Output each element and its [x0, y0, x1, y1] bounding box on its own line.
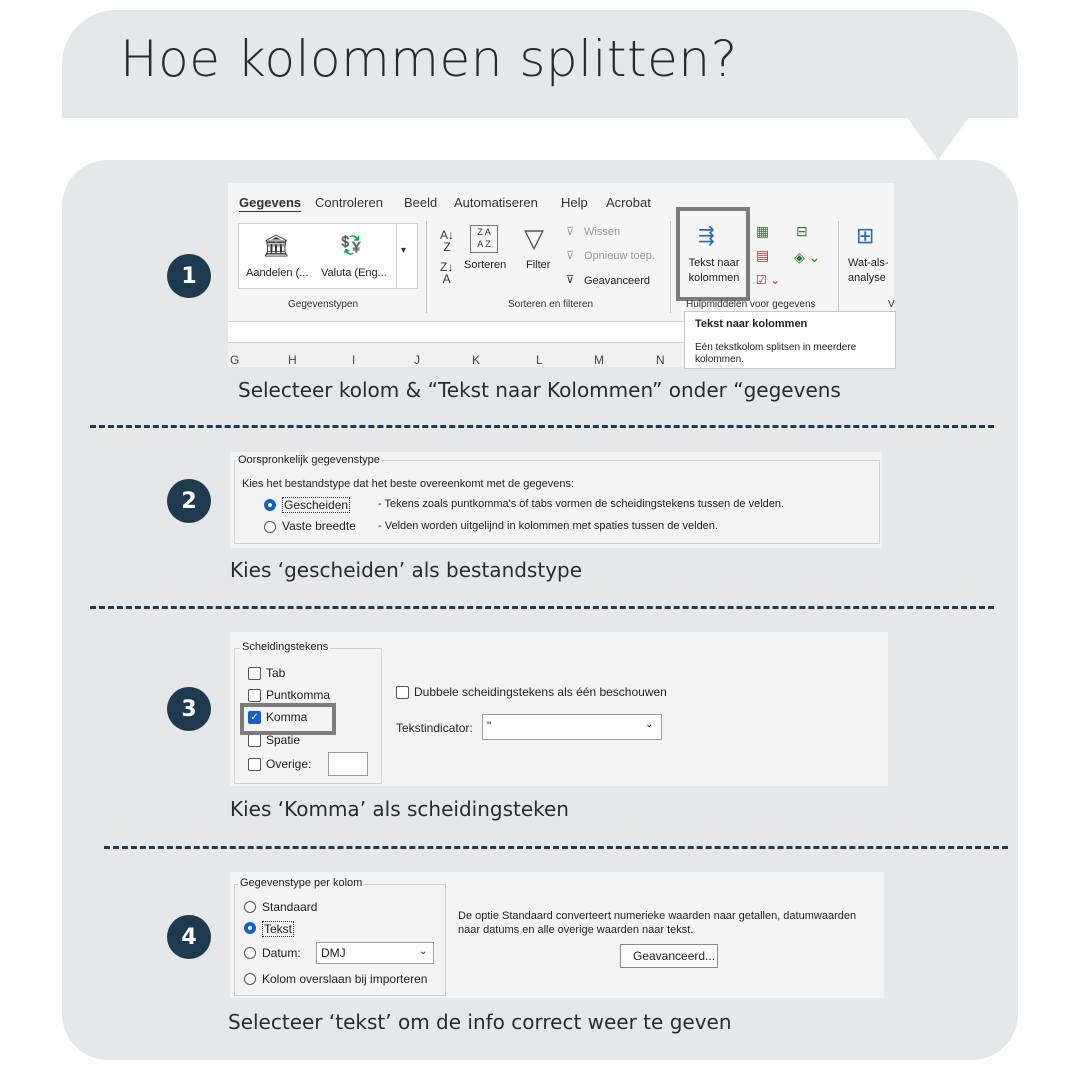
geavanceerd-button[interactable] [620, 944, 718, 968]
group-separator [670, 221, 671, 313]
column-header-k[interactable]: K [472, 353, 481, 367]
chevron-down-icon: ⌄ [419, 946, 428, 957]
radio-gescheiden[interactable] [264, 499, 276, 511]
group-title: Oorspronkelijk gegevenstype [238, 454, 380, 466]
divider [90, 606, 994, 609]
data-validation-icon[interactable]: ☑ ⌄ [756, 273, 781, 287]
tab-help[interactable]: Help [561, 195, 588, 210]
checkbox-overige[interactable] [248, 758, 261, 771]
group-gegevenstypen: Gegevenstypen [288, 299, 359, 310]
tekst-naar-label-2[interactable]: kolommen [688, 272, 740, 284]
chevron-down-icon: ▾ [401, 245, 407, 256]
tekst-naar-label-1[interactable]: Tekst naar [688, 257, 740, 269]
tab-acrobat[interactable]: Acrobat [606, 195, 651, 210]
column-header-l[interactable]: L [536, 353, 543, 367]
geavanceerd-label: Geavanceerd... [633, 949, 716, 963]
tekst-naar-kolommen-highlight [676, 207, 750, 301]
title-bubble-tail [906, 116, 970, 160]
checkbox-komma[interactable]: ✓ [248, 711, 261, 724]
tekstindicator-value: " [487, 719, 492, 733]
wissen-button[interactable]: Wissen [584, 226, 621, 238]
column-header-h[interactable]: H [288, 353, 297, 367]
checkbox-puntkomma[interactable] [248, 689, 261, 702]
overige-input[interactable] [328, 752, 368, 776]
vaste-breedte-label[interactable]: Vaste breedte [282, 519, 356, 533]
tooltip [684, 311, 896, 369]
prompt-text: Kies het bestandstype dat het beste overeenkomt met de gegevens: [242, 478, 575, 490]
sorteren-button[interactable]: Sorteren [464, 259, 507, 271]
tekstindicator-select[interactable] [482, 714, 662, 740]
remove-duplicates-icon[interactable]: ▤ [756, 247, 770, 263]
radio-datum[interactable] [244, 947, 256, 959]
advanced-filter-icon: ⊽ [566, 274, 575, 286]
bank-icon: 🏛 [262, 233, 290, 258]
group-v: V [888, 299, 895, 310]
tekstindicator-label: Tekstindicator: [396, 721, 473, 735]
radio-vaste-breedte[interactable] [264, 521, 276, 533]
tab-automatiseren[interactable]: Automatiseren [454, 195, 538, 210]
currency-icon: 💱 [340, 235, 363, 255]
sort-dialog-icon: Z A A Z [470, 225, 498, 253]
tekst-label[interactable]: Tekst [264, 922, 293, 936]
tab-beeld[interactable]: Beeld [404, 195, 438, 210]
step-2-caption: Kies ‘gescheiden’ als bestandstype [230, 558, 583, 582]
relationships-icon[interactable]: ◈ ⌄ [794, 249, 821, 265]
datum-select[interactable] [316, 942, 434, 964]
checkbox-tab[interactable] [248, 667, 261, 680]
divider [90, 425, 994, 428]
column-header-n[interactable]: N [656, 353, 665, 367]
reapply-icon: ⊽ [566, 250, 575, 262]
datum-label[interactable]: Datum: [262, 946, 301, 960]
step-2-badge: 2 [167, 479, 211, 523]
spatie-label[interactable]: Spatie [266, 733, 301, 747]
wat-als-label-1[interactable]: Wat-als- [848, 257, 889, 269]
overige-label[interactable]: Overige: [266, 757, 312, 771]
radio-tekst[interactable] [244, 922, 256, 934]
dubbele-label[interactable]: Dubbele scheidingstekens als één beschouwen [414, 685, 667, 699]
tab-controleren[interactable]: Controleren [315, 195, 383, 210]
geavanceerd-button[interactable]: Geavanceerd [584, 275, 651, 287]
group-separator [426, 221, 427, 313]
group-title: Gegevenstype per kolom [240, 877, 363, 889]
valuta-button[interactable]: Valuta (Eng... [321, 267, 387, 279]
komma-highlight [240, 703, 336, 735]
gallery-expand[interactable] [396, 223, 418, 289]
aandelen-button[interactable]: Aandelen (... [246, 267, 309, 279]
radio-standaard[interactable] [244, 901, 256, 913]
step-1-caption: Selecteer kolom & “Tekst naar Kolommen” onder “gegevens [238, 378, 841, 402]
step-4-caption: Selecteer ‘tekst’ om de info correct weer te geven [228, 1010, 732, 1034]
wat-als-label-2[interactable]: analyse [848, 272, 886, 284]
page-title: Hoe kolommen splitten? [120, 30, 738, 88]
text-to-columns-icon: ⇶ [698, 225, 715, 247]
vaste-breedte-description: - Velden worden uitgelijnd in kolommen met spaties tussen de velden. [378, 520, 718, 532]
group-separator [838, 221, 839, 313]
puntkomma-label[interactable]: Puntkomma [266, 688, 331, 702]
tooltip-text-2: kolommen. [695, 354, 744, 365]
ribbon-screenshot [228, 183, 894, 367]
sort-za-icon[interactable]: Z↓ A [440, 260, 454, 286]
group-title: Scheidingstekens [242, 641, 329, 653]
sort-az-icon[interactable]: A↓ Z [440, 228, 455, 254]
step-1-badge: 1 [167, 254, 211, 298]
standaard-label[interactable]: Standaard [262, 900, 318, 914]
delimiters-dialog [230, 632, 888, 786]
chevron-down-icon: ⌄ [645, 719, 654, 730]
column-header-g[interactable]: G [230, 353, 240, 367]
opnieuw-toep-button[interactable]: Opnieuw toep. [584, 250, 655, 262]
consolidate-icon[interactable]: ⊟ [796, 223, 808, 239]
filter-button[interactable]: Filter [526, 259, 551, 271]
info-text-2: naar datums en alle overige waarden naar tekst. [458, 924, 694, 936]
clear-filter-icon: ⊽ [566, 226, 575, 238]
divider [104, 846, 1008, 849]
overslaan-label[interactable]: Kolom overslaan bij importeren [262, 972, 428, 986]
formula-bar[interactable] [228, 321, 684, 343]
step-4-badge: 4 [167, 915, 211, 959]
filter-icon: ▽ [524, 223, 544, 253]
tooltip-text-1: Eén tekstkolom splitsen in meerdere [695, 342, 857, 353]
tab-label[interactable]: Tab [266, 666, 286, 680]
what-if-icon: ⊞ [856, 223, 875, 248]
checkbox-spatie[interactable] [248, 734, 261, 747]
radio-overslaan[interactable] [244, 973, 256, 985]
tab-gegevens[interactable]: Gegevens [239, 195, 302, 210]
column-header-m[interactable]: M [594, 353, 604, 367]
datum-value: DMJ [321, 946, 346, 960]
column-header-i[interactable]: I [352, 353, 356, 367]
checkbox-dubbele[interactable] [396, 686, 409, 699]
info-text-1: De optie Standaard converteert numerieke waarden naar getallen, datumwaarden [458, 910, 857, 922]
tooltip-title: Tekst naar kolommen [695, 318, 808, 330]
column-format-dialog [230, 872, 884, 998]
file-type-dialog [230, 452, 882, 548]
gescheiden-label[interactable]: Gescheiden [284, 498, 349, 512]
column-header-j[interactable]: J [414, 353, 420, 367]
step-3-badge: 3 [167, 687, 211, 731]
komma-label[interactable]: Komma [266, 710, 308, 724]
flash-fill-icon[interactable]: ▦ [756, 223, 770, 239]
group-hulpmiddelen: Hulpmiddelen voor gegevens [686, 299, 816, 310]
gescheiden-description: - Tekens zoals puntkomma's of tabs vormen de scheidingstekens tussen de velden. [378, 498, 785, 510]
group-sorteren-filteren: Sorteren en filteren [508, 299, 594, 310]
step-3-caption: Kies ‘Komma’ als scheidingsteken [230, 797, 569, 821]
